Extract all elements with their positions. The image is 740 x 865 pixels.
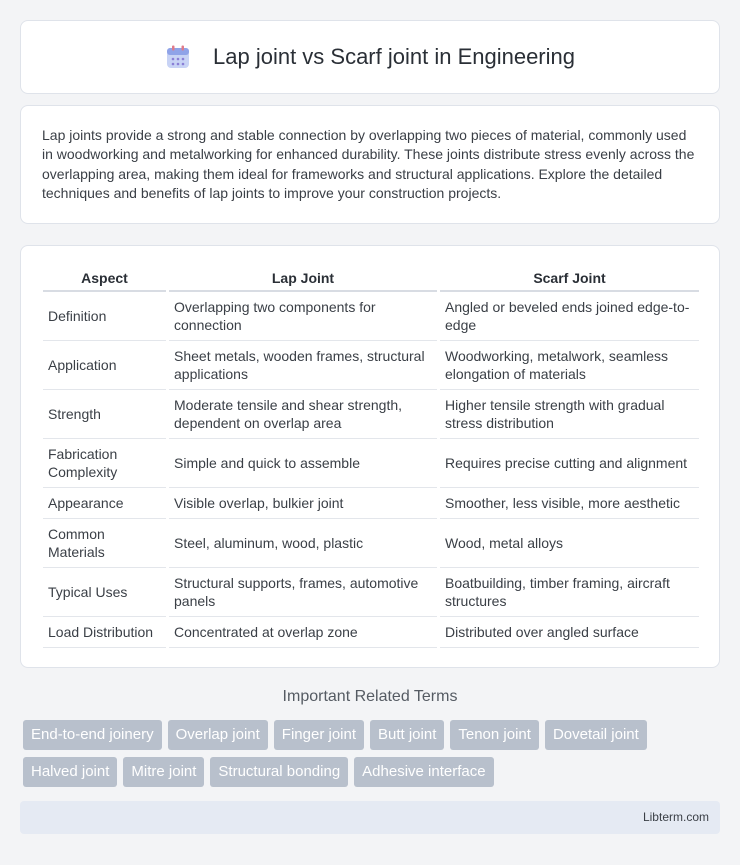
table-row (43, 617, 699, 648)
cell-scarf: Boatbuilding, timber framing, aircraft structures (440, 568, 699, 617)
cell-lap: Moderate tensile and shear strength, dependent on overlap area (169, 390, 437, 439)
related-terms-list (23, 720, 703, 787)
page-title: Lap joint vs Scarf joint in Engineering (213, 44, 575, 69)
cell-lap: Overlapping two components for connection (169, 292, 437, 341)
table-row (43, 292, 699, 341)
cell-lap: Structural supports, frames, automotive panels (169, 568, 437, 617)
tag-structural-bonding[interactable]: Structural bonding (210, 757, 348, 787)
header-aspect: Aspect (43, 266, 166, 292)
intro-card (20, 105, 720, 224)
header-scarf-joint: Scarf Joint (440, 266, 699, 292)
cell-lap: Visible overlap, bulkier joint (169, 488, 437, 519)
cell-lap: Concentrated at overlap zone (169, 617, 437, 648)
cell-scarf: Angled or beveled ends joined edge-to-edge (440, 292, 699, 341)
cell-lap: Simple and quick to assemble (169, 439, 437, 488)
table-header-row (43, 266, 699, 292)
comparison-card (20, 245, 720, 668)
tag-end-to-end-joinery[interactable]: End-to-end joinery (23, 720, 162, 750)
comparison-table (43, 266, 699, 648)
cell-aspect: Strength (43, 390, 166, 439)
cell-scarf: Woodworking, metalwork, seamless elongation of materials (440, 341, 699, 390)
cell-aspect: Application (43, 341, 166, 390)
cell-scarf: Higher tensile strength with gradual stress distribution (440, 390, 699, 439)
cell-scarf: Wood, metal alloys (440, 519, 699, 568)
tag-overlap-joint[interactable]: Overlap joint (168, 720, 268, 750)
calendar-icon (165, 44, 191, 70)
table-row (43, 439, 699, 488)
table-row (43, 341, 699, 390)
cell-aspect: Common Materials (43, 519, 166, 568)
tag-tenon-joint[interactable]: Tenon joint (450, 720, 539, 750)
cell-aspect: Load Distribution (43, 617, 166, 648)
cell-aspect: Appearance (43, 488, 166, 519)
cell-scarf: Smoother, less visible, more aesthetic (440, 488, 699, 519)
tag-butt-joint[interactable]: Butt joint (370, 720, 444, 750)
footer (20, 801, 720, 834)
header-lap-joint: Lap Joint (169, 266, 437, 292)
table-row (43, 390, 699, 439)
table-row (43, 488, 699, 519)
cell-aspect: Typical Uses (43, 568, 166, 617)
tag-finger-joint[interactable]: Finger joint (274, 720, 364, 750)
cell-scarf: Requires precise cutting and alignment (440, 439, 699, 488)
tag-dovetail-joint[interactable]: Dovetail joint (545, 720, 647, 750)
title-card (20, 20, 720, 94)
cell-scarf: Distributed over angled surface (440, 617, 699, 648)
cell-lap: Steel, aluminum, wood, plastic (169, 519, 437, 568)
related-terms-title: Important Related Terms (282, 688, 458, 705)
tag-halved-joint[interactable]: Halved joint (23, 757, 117, 787)
tag-adhesive-interface[interactable]: Adhesive interface (354, 757, 493, 787)
cell-lap: Sheet metals, wooden frames, structural applications (169, 341, 437, 390)
table-row (43, 519, 699, 568)
intro-text: Lap joints provide a strong and stable connection by overlapping two pieces of material, commonly used in woodworking and metalworking for enhanced durability. These joints distribute stress evenly across the overlapping area, making them ideal for frameworks and structural applications. Explore the detailed techniques and benefits of lap joints to improve your construction projects. (42, 127, 695, 202)
cell-aspect: Fabrication Complexity (43, 439, 166, 488)
tag-mitre-joint[interactable]: Mitre joint (123, 757, 204, 787)
footer-site-link[interactable]: Libterm.com (642, 810, 709, 824)
table-row (43, 568, 699, 617)
cell-aspect: Definition (43, 292, 166, 341)
